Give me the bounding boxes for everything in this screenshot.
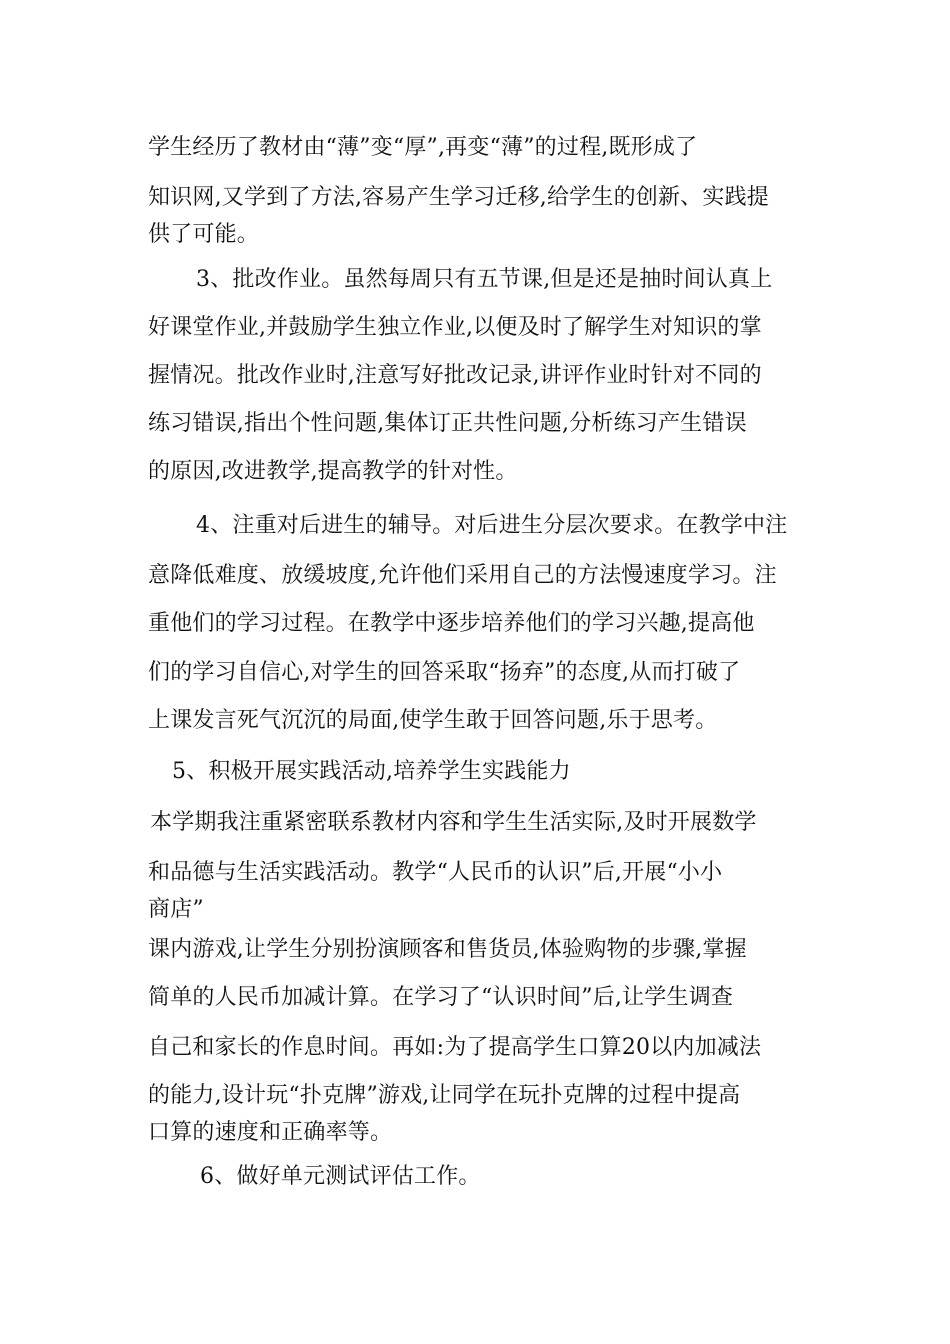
text-line-16: 和品德与生活实践活动。教学“人民币的认识”后,开展“小小	[148, 860, 723, 885]
text-line-10: 意降低难度、放缓坡度,允许他们采用自己的方法慢速度学习。注	[148, 563, 777, 588]
text-line-9: 4、注重对后进生的辅导。对后进生分层次要求。在教学中注	[196, 513, 788, 538]
text-line-22: 口算的速度和正确率等。	[148, 1120, 393, 1145]
text-line-19: 简单的人民币加减计算。在学习了“认识时间”后,让学生调查	[148, 985, 734, 1010]
text-line-12: 们的学习自信心,对学生的回答采取“扬弃”的态度,从而打破了	[148, 660, 741, 685]
text-line-1: 学生经历了教材由“薄”变“厚”,再变“薄”的过程,既形成了	[148, 135, 698, 160]
text-line-14: 5、积极开展实践活动,培养学生实践能力	[172, 759, 571, 784]
text-line-11: 重他们的学习过程。在教学中逐步培养他们的学习兴趣,提高他	[148, 611, 755, 636]
text-line-18: 课内游戏,让学生分别扮演顾客和售货员,体验购物的步骤,掌握	[148, 937, 747, 962]
text-line-21: 的能力,设计玩“扑克牌”游戏,让同学在玩扑克牌的过程中提高	[148, 1083, 741, 1108]
text-line-15: 本学期我注重紧密联系教材内容和学生生活实际,及时开展数学	[150, 810, 757, 835]
text-line-7: 练习错误,指出个性问题,集体订正共性问题,分析练习产生错误	[148, 411, 747, 436]
text-line-20: 自己和家长的作息时间。再如:为了提高学生口算20以内加减法	[148, 1035, 762, 1060]
text-line-13: 上课发言死气沉沉的局面,使学生敢于回答问题,乐于思考。	[148, 708, 718, 733]
text-line-23: 6、做好单元测试评估工作。	[200, 1164, 481, 1189]
text-line-6: 握情况。批改作业时,注意写好批改记录,讲评作业时针对不同的	[148, 363, 762, 388]
text-line-8: 的原因,改进教学,提高教学的针对性。	[148, 459, 518, 484]
text-line-3: 供了可能。	[148, 222, 260, 247]
text-line-2: 知识网,又学到了方法,容易产生学习迁移,给学生的创新、实践提	[148, 185, 769, 210]
text-line-4: 3、批改作业。虽然每周只有五节课,但是还是抽时间认真上	[196, 267, 773, 292]
text-line-17: 商店”	[148, 897, 204, 922]
text-line-5: 好课堂作业,并鼓励学生独立作业,以便及时了解学生对知识的掌	[148, 315, 762, 340]
